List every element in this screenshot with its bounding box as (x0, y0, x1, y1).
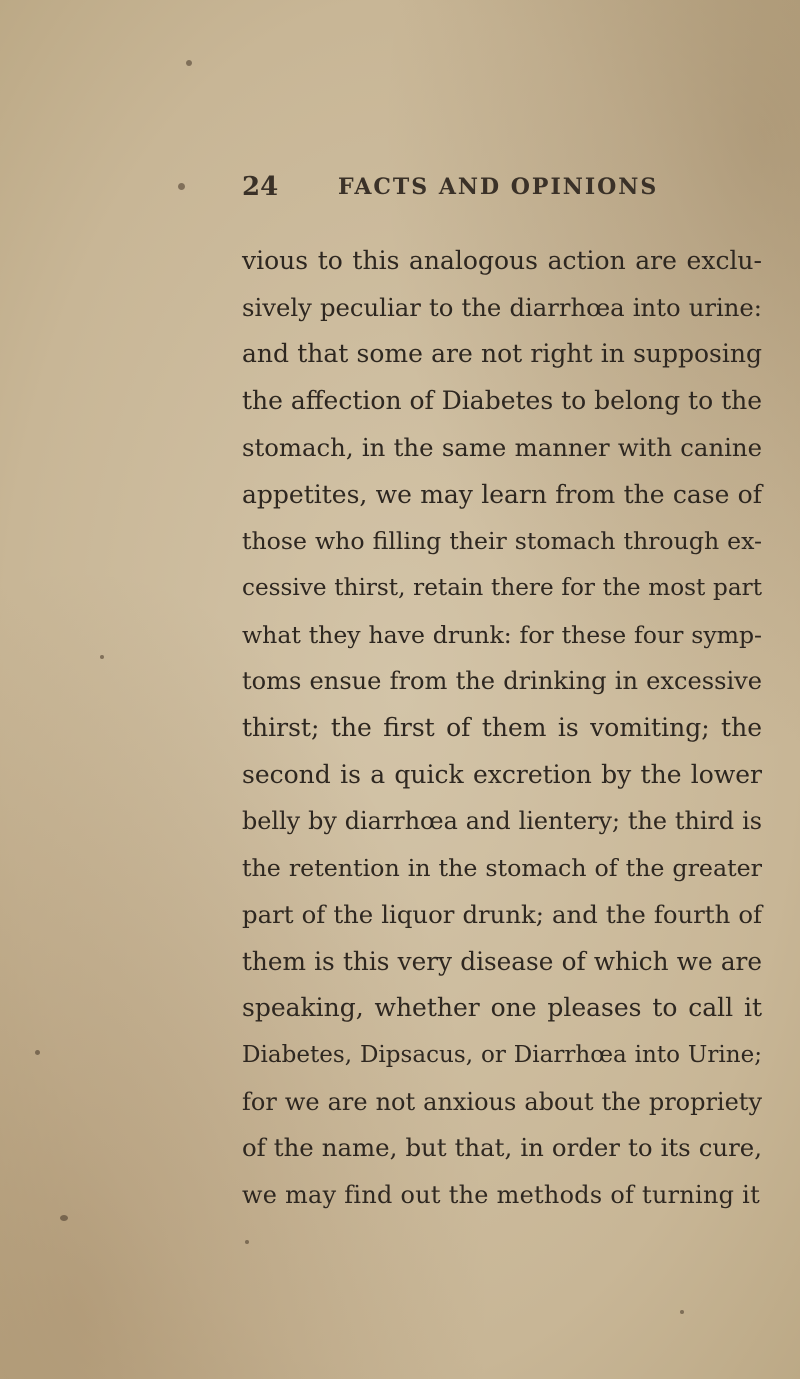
text-line: thirst; the first of them is vomiting; the (242, 713, 762, 743)
text-line: part of the liquor drunk; and the fourth of (242, 899, 762, 929)
text-line: belly by diarrhœa and lientery; the third is (242, 807, 762, 836)
page-header (0, 172, 800, 212)
page-speck (60, 1215, 68, 1221)
text-line: toms ensue from the drinking in excessive (242, 667, 762, 696)
text-line: Diabetes, Dipsacus, or Diarrhœa into Urine; (242, 1041, 762, 1068)
text-line: sively peculiar to the diarrhœa into urine: (242, 292, 762, 322)
text-line: the affection of Diabetes to belong to the (242, 386, 763, 416)
page-speck (245, 1240, 249, 1244)
body-text (242, 238, 762, 1219)
text-line: stomach, in the same manner with canine (242, 432, 762, 462)
page-speck (186, 60, 192, 66)
text-line: the retention in the stomach of the greater (242, 854, 762, 883)
text-line: appetites, we may learn from the case of (242, 479, 762, 509)
text-line: them is this very disease of which we are (242, 946, 762, 976)
text-line: cessive thirst, retain there for the most part (242, 574, 762, 601)
text-line: we may find out the methods of turning it (242, 1181, 760, 1210)
page-speck (680, 1310, 684, 1314)
page-speck (100, 655, 104, 659)
page-speck (35, 1050, 40, 1055)
text-line: second is a quick excretion by the lower (242, 759, 762, 789)
text-line: what they have drunk: for these four symp- (242, 620, 762, 649)
text-line: and that some are not right in supposing (242, 339, 762, 369)
text-line: vious to this analogous action are exclu- (242, 246, 762, 275)
text-line: for we are not anxious about the propriety (242, 1087, 762, 1116)
text-line: those who filling their stomach through ex- (242, 527, 762, 556)
text-line: speaking, whether one pleases to call it (242, 993, 762, 1023)
text-line: of the name, but that, in order to its cure, (242, 1133, 762, 1163)
running-head: FACTS AND OPINIONS (338, 174, 659, 200)
page-number: 24 (242, 172, 279, 202)
